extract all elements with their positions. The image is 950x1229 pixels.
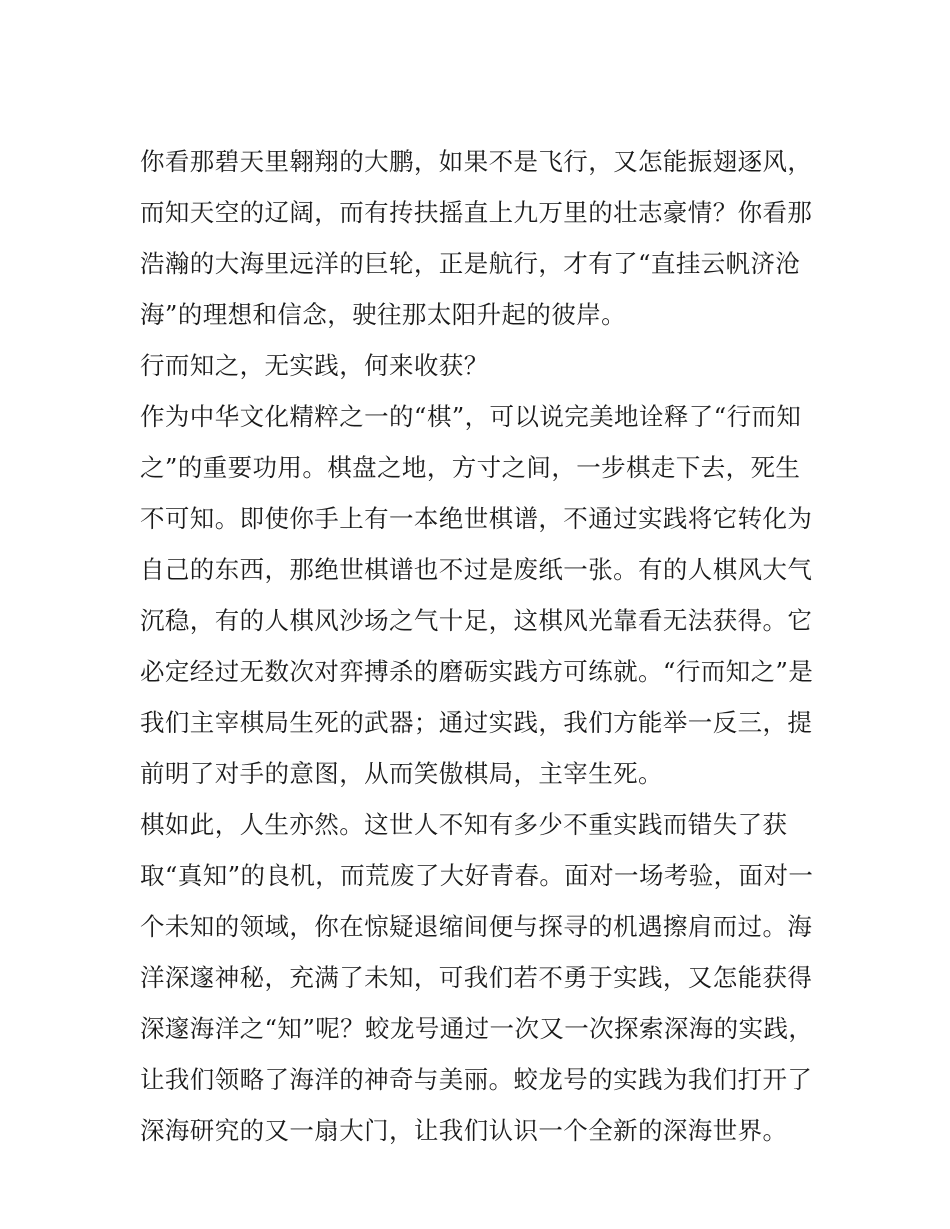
- text-line: 而知天空的辽阔，而有抟扶摇直上九万里的壮志豪情？你看那: [140, 198, 813, 227]
- text-line: 深海研究的又一扇大门，让我们认识一个全新的深海世界。: [140, 1116, 788, 1145]
- text-line: 棋如此，人生亦然。这世人不知有多少不重实践而错失了获: [140, 810, 788, 839]
- text-line: 我们主宰棋局生死的武器；通过实践，我们方能举一反三，提: [140, 708, 813, 737]
- text-line: 取“真知”的良机，而荒废了大好青春。面对一场考验，面对一: [140, 861, 814, 890]
- text-line: 前明了对手的意图，从而笑傲棋局，主宰生死。: [140, 759, 663, 788]
- text-line: 浩瀚的大海里远洋的巨轮，正是航行，才有了“直挂云帆济沧: [140, 249, 801, 278]
- text-line: 你看那碧天里翱翔的大鹏，如果不是飞行，又怎能振翅逐风，: [140, 147, 813, 176]
- text-line: 之”的重要功用。棋盘之地，方寸之间，一步棋走下去，死生: [140, 453, 801, 482]
- text-line: 让我们领略了海洋的神奇与美丽。蛟龙号的实践为我们打开了: [140, 1065, 813, 1094]
- text-line: 洋深邃神秘，充满了未知，可我们若不勇于实践，又怎能获得: [140, 963, 813, 992]
- text-line: 行而知之，无实践，何来收获？: [140, 351, 489, 380]
- essay-text: [140, 136, 820, 1156]
- text-line: 必定经过无数次对弈搏杀的磨砺实践方可练就。“行而知之”是: [140, 657, 814, 686]
- text-line: 沉稳，有的人棋风沙场之气十足，这棋风光靠看无法获得。它: [140, 606, 813, 635]
- text-line: 海”的理想和信念，驶往那太阳升起的彼岸。: [140, 300, 627, 329]
- text-line: 个未知的领域，你在惊疑退缩间便与探寻的机遇擦肩而过。海: [140, 912, 813, 941]
- text-line: 自己的东西，那绝世棋谱也不过是废纸一张。有的人棋风大气: [140, 555, 813, 584]
- text-line: 不可知。即使你手上有一本绝世棋谱，不通过实践将它转化为: [140, 504, 813, 533]
- text-line: 深邃海洋之“知”呢？蛟龙号通过一次又一次探索深海的实践，: [140, 1014, 814, 1043]
- text-line: 作为中华文化精粹之一的“棋”，可以说完美地诠释了“行而知: [140, 402, 802, 431]
